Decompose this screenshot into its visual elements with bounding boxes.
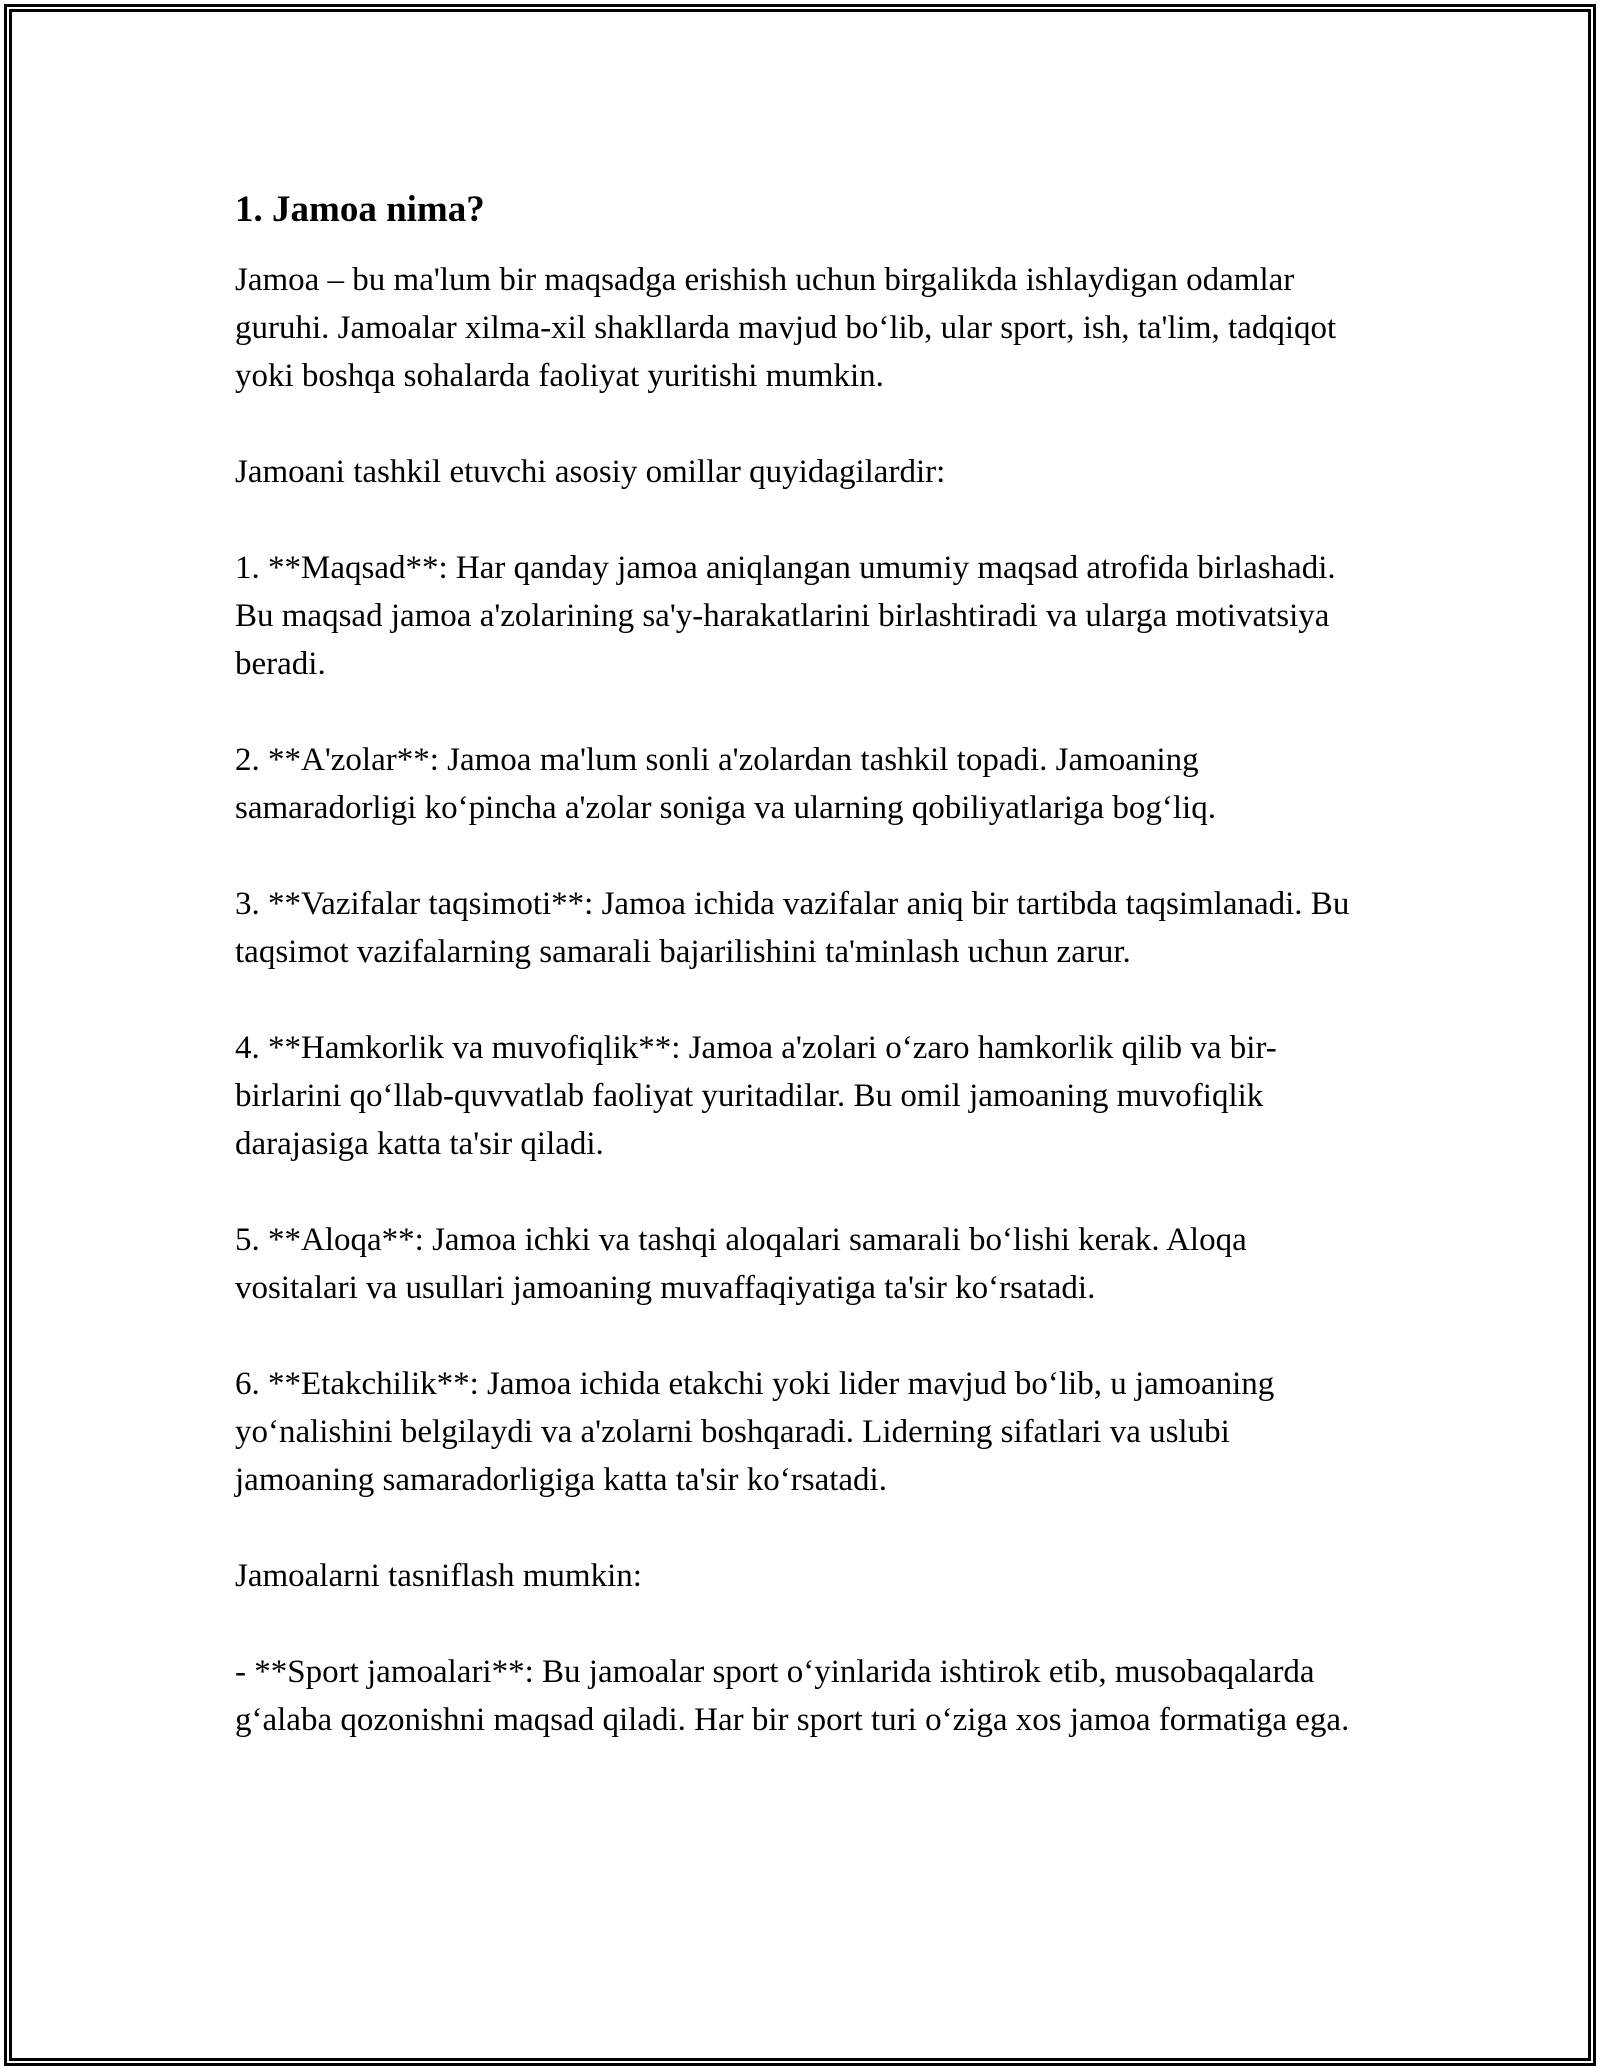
list-item-vazifalar: 3. **Vazifalar taqsimoti**: Jamoa ichida vazifalar aniq bir tartibda taqsimlanadi. Bu taqsimot vazifalarning samarali bajarilishini ta'minlash uchun zarur.	[235, 886, 1350, 970]
paragraph-classification-intro: Jamoalarni tasniflash mumkin:	[235, 1558, 642, 1594]
paragraph-intro: Jamoa – bu ma'lum bir maqsadga erishish uchun birgalikda ishlaydigan odamlar guruhi. Jamoalar xilma-xil shakllarda mavjud bo‘lib, ular sport, ish, ta'lim, tadqiqot yoki boshqa sohalarda faoliyat yuritishi mumkin.	[235, 262, 1337, 394]
list-item-hamkorlik: 4. **Hamkorlik va muvofiqlik**: Jamoa a'zolari o‘zaro hamkorlik qilib va bir-birlarini qo‘llab-quvvatlab faoliyat yuritadilar. Bu omil jamoaning muvofiqlik darajasiga katta ta'sir qiladi.	[235, 1030, 1277, 1162]
list-item-azolar: 2. **A'zolar**: Jamoa ma'lum sonli a'zolardan tashkil topadi. Jamoaning samaradorligi ko‘pincha a'zolar soniga va ularning qobiliyatlariga bog‘liq.	[235, 742, 1216, 826]
list-item-etakchilik: 6. **Etakchilik**: Jamoa ichida etakchi yoki lider mavjud bo‘lib, u jamoaning yo‘nalishini belgilaydi va a'zolarni boshqaradi. Liderning sifatlari va uslubi jamoaning samaradorligiga katta ta'sir ko‘rsatadi.	[235, 1366, 1275, 1498]
list-item-sport-jamoalari: - **Sport jamoalari**: Bu jamoalar sport o‘yinlarida ishtirok etib, musobaqalarda g‘alaba qozonishni maqsad qiladi. Har bir sport turi o‘ziga xos jamoa formatiga ega.	[235, 1654, 1350, 1738]
paragraph-factors-intro: Jamoani tashkil etuvchi asosiy omillar quyidagilardir:	[235, 454, 946, 490]
list-item-maqsad: 1. **Maqsad**: Har qanday jamoa aniqlangan umumiy maqsad atrofida birlashadi. Bu maqsad jamoa a'zolarining sa'y-harakatlarini birlashtiradi va ularga motivatsiya beradi.	[235, 550, 1336, 682]
document-body	[235, 186, 1375, 1792]
page-title: 1. Jamoa nima?	[235, 189, 485, 230]
list-item-aloqa: 5. **Aloqa**: Jamoa ichki va tashqi aloqalari samarali bo‘lishi kerak. Aloqa vositalari va usullari jamoaning muvaffaqiyatiga ta'sir ko‘rsatadi.	[235, 1222, 1247, 1306]
